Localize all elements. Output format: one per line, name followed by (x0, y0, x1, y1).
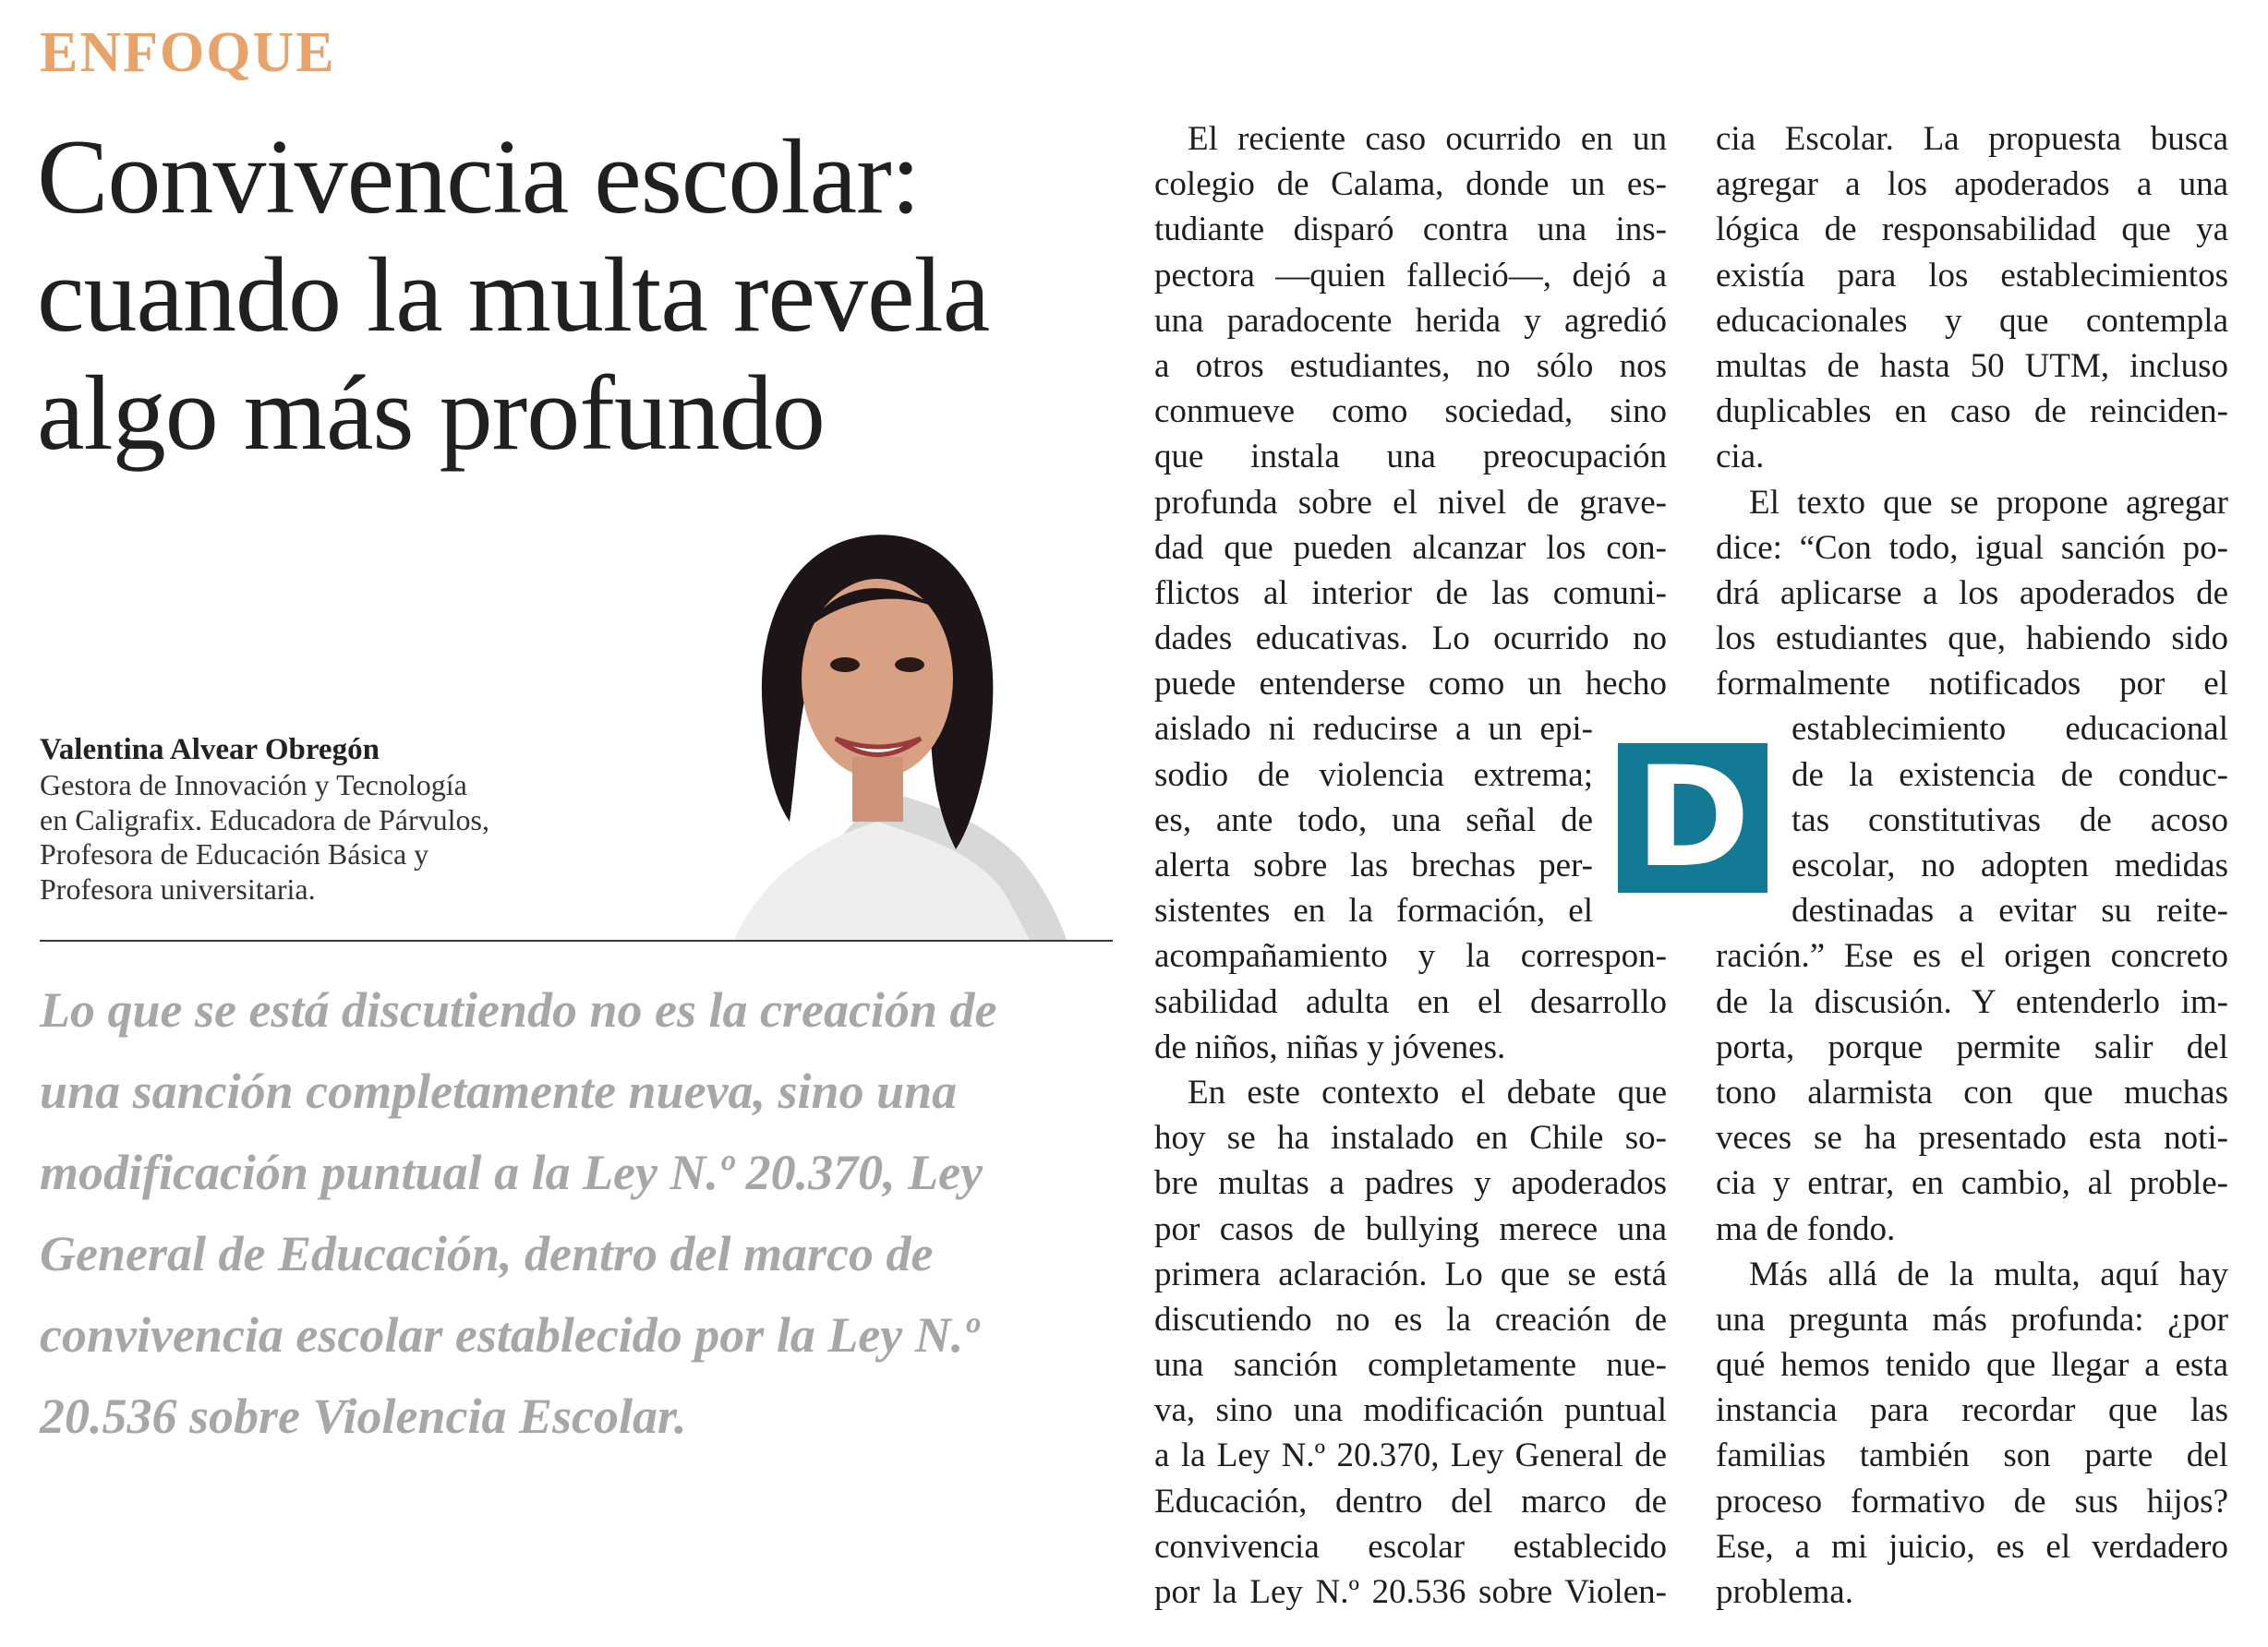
body-line: educacionales y que contempla (1716, 301, 2228, 340)
body-line: drá aplicarse a los apoderados de (1716, 573, 2228, 612)
body-line: convivencia escolar establecido (1154, 1527, 1667, 1566)
body-line: es, ante todo, una señal de (1154, 800, 1593, 839)
body-line: los estudiantes que, habiendo sido (1716, 619, 2228, 658)
body-line: tudiante disparó contra una ins- (1154, 210, 1667, 249)
body-line: pectora —quien falleció—, dejó a (1154, 256, 1667, 295)
body-line: escolar, no adopten medidas (1791, 847, 2228, 884)
body-line: ma de fondo. (1716, 1209, 1896, 1248)
body-line: va, sino una modificación puntual (1154, 1391, 1667, 1430)
body-line: discutiendo no es la creación de (1154, 1300, 1667, 1339)
body-line: veces se ha presentado esta noti- (1716, 1119, 2228, 1158)
pull-quote-line: modificación puntual a la Ley N.º 20.370, Ley (40, 1145, 983, 1200)
body-line: una sanción completamente nue- (1154, 1346, 1667, 1385)
body-line: que instala una preocupación (1154, 438, 1667, 476)
body-line: El texto que se propone agregar (1749, 483, 2228, 522)
body-line: a la Ley N.º 20.370, Ley General de (1154, 1437, 1667, 1475)
body-line: tono alarmista con que muchas (1716, 1073, 2228, 1112)
body-line: una pregunta más profunda: ¿por (1716, 1300, 2228, 1339)
body-line: una paradocente herida y agredió (1154, 301, 1667, 340)
body-line: cia Escolar. La propuesta busca (1716, 120, 2228, 158)
body-line: acompañamiento y la correspon- (1154, 937, 1667, 976)
headline-line: algo más profundo (37, 355, 825, 473)
author-portrait-illustration (679, 517, 1113, 940)
body-line: Más allá de la multa, aquí hay (1749, 1255, 2228, 1293)
body-line: profunda sobre el nivel de grave- (1154, 483, 1667, 522)
body-line: puede entenderse como un hecho (1154, 665, 1667, 703)
body-line: de niños, niñas y jóvenes. (1154, 1028, 1506, 1066)
body-line: agregar a los apoderados a una (1716, 165, 2228, 204)
body-line: cia y entrar, en cambio, al proble- (1716, 1164, 2228, 1203)
author-bio-line: en Caligrafix. Educadora de Párvulos, (40, 802, 489, 836)
body-line: tas constitutivas de acoso (1791, 800, 2228, 839)
body-line: de la discusión. Y entenderlo im- (1716, 982, 2228, 1021)
body-line: dad que pueden alcanzar los con- (1154, 528, 1667, 567)
body-line: bre multas a padres y apoderados (1154, 1164, 1667, 1203)
headline-line: Convivencia escolar: (37, 118, 920, 236)
body-line: instancia para recordar que las (1716, 1391, 2228, 1430)
body-line: hoy se ha instalado en Chile so- (1154, 1119, 1667, 1158)
body-line: qué hemos tenido que llegar a esta (1716, 1346, 2228, 1385)
author-photo (679, 517, 1113, 940)
body-line: multas de hasta 50 UTM, incluso (1716, 346, 2228, 385)
body-line: aislado ni reducirse a un epi- (1154, 710, 1593, 749)
body-line: establecimiento educacional (1791, 710, 2228, 749)
body-line: formalmente notificados por el (1716, 665, 2228, 703)
article-column-1 (1154, 116, 1667, 1615)
body-line: problema. (1716, 1573, 1853, 1611)
body-line: sodio de violencia extrema; (1154, 755, 1593, 794)
body-line: duplicables en caso de reinciden- (1716, 392, 2228, 431)
headline-line: cuando la multa revela (37, 236, 990, 355)
pull-quote-line: una sanción completamente nueva, sino una (40, 1064, 958, 1119)
body-line: sabilidad adulta en el desarrollo (1154, 982, 1667, 1021)
pull-quote-line: General de Educación, dentro del marco de (40, 1226, 934, 1281)
author-bio-line: Profesora de Educación Básica y (40, 837, 429, 871)
body-line: alerta sobre las brechas per- (1154, 847, 1593, 884)
pull-quote (40, 969, 1129, 1457)
drop-cap-letter: D (1635, 738, 1751, 898)
author-name: Valentina Alvear Obregón (40, 733, 380, 766)
body-line: de la existencia de conduc- (1791, 755, 2228, 794)
body-line: a otros estudiantes, no sólo nos (1154, 346, 1667, 385)
body-line: destinadas a evitar su reite- (1791, 892, 2228, 931)
body-line: Ese, a mi juicio, es el verdadero (1716, 1527, 2228, 1566)
pull-quote-line: 20.536 sobre Violencia Escolar. (40, 1389, 687, 1444)
author-bio (40, 768, 668, 907)
body-line: El reciente caso ocurrido en un (1188, 120, 1667, 158)
headline (37, 118, 1108, 473)
body-line: familias también son parte del (1716, 1437, 2228, 1475)
article-column-2 (1716, 116, 2228, 1615)
body-line: lógica de responsabilidad que ya (1716, 210, 2228, 249)
body-line: por casos de bullying merece una (1154, 1209, 1667, 1248)
body-line: existía para los establecimientos (1716, 256, 2228, 295)
body-line: porta, porque permite salir del (1716, 1028, 2228, 1066)
body-line: colegio de Calama, donde un es- (1154, 165, 1667, 204)
body-line: conmueve como sociedad, sino (1154, 392, 1667, 431)
body-line: por la Ley N.º 20.536 sobre Violen- (1154, 1573, 1667, 1611)
body-line: proceso formativo de sus hijos? (1716, 1482, 2228, 1521)
author-bio-line: Gestora de Innovación y Tecnología (40, 768, 467, 801)
body-line: ración.” Ese es el origen concreto (1716, 937, 2228, 976)
body-line: dades educativas. Lo ocurrido no (1154, 619, 1667, 658)
section-label: ENFOQUE (40, 21, 336, 84)
body-line: primera aclaración. Lo que se está (1154, 1255, 1667, 1293)
author-block (40, 731, 668, 907)
section-divider (40, 940, 1113, 942)
author-bio-line: Profesora universitaria. (40, 872, 316, 906)
pull-quote-line: convivencia escolar establecido por la Ley N.º (40, 1307, 979, 1363)
body-line: sistentes en la formación, el (1154, 892, 1593, 931)
body-line: dice: “Con todo, igual sanción po- (1716, 528, 2228, 567)
body-line: cia. (1716, 438, 1765, 476)
body-line: En este contexto el debate que (1188, 1073, 1667, 1112)
body-line: Educación, dentro del marco de (1154, 1482, 1667, 1521)
pull-quote-line: Lo que se está discutiendo no es la creación de (40, 982, 997, 1038)
body-line: flictos al interior de las comuni- (1154, 573, 1667, 612)
